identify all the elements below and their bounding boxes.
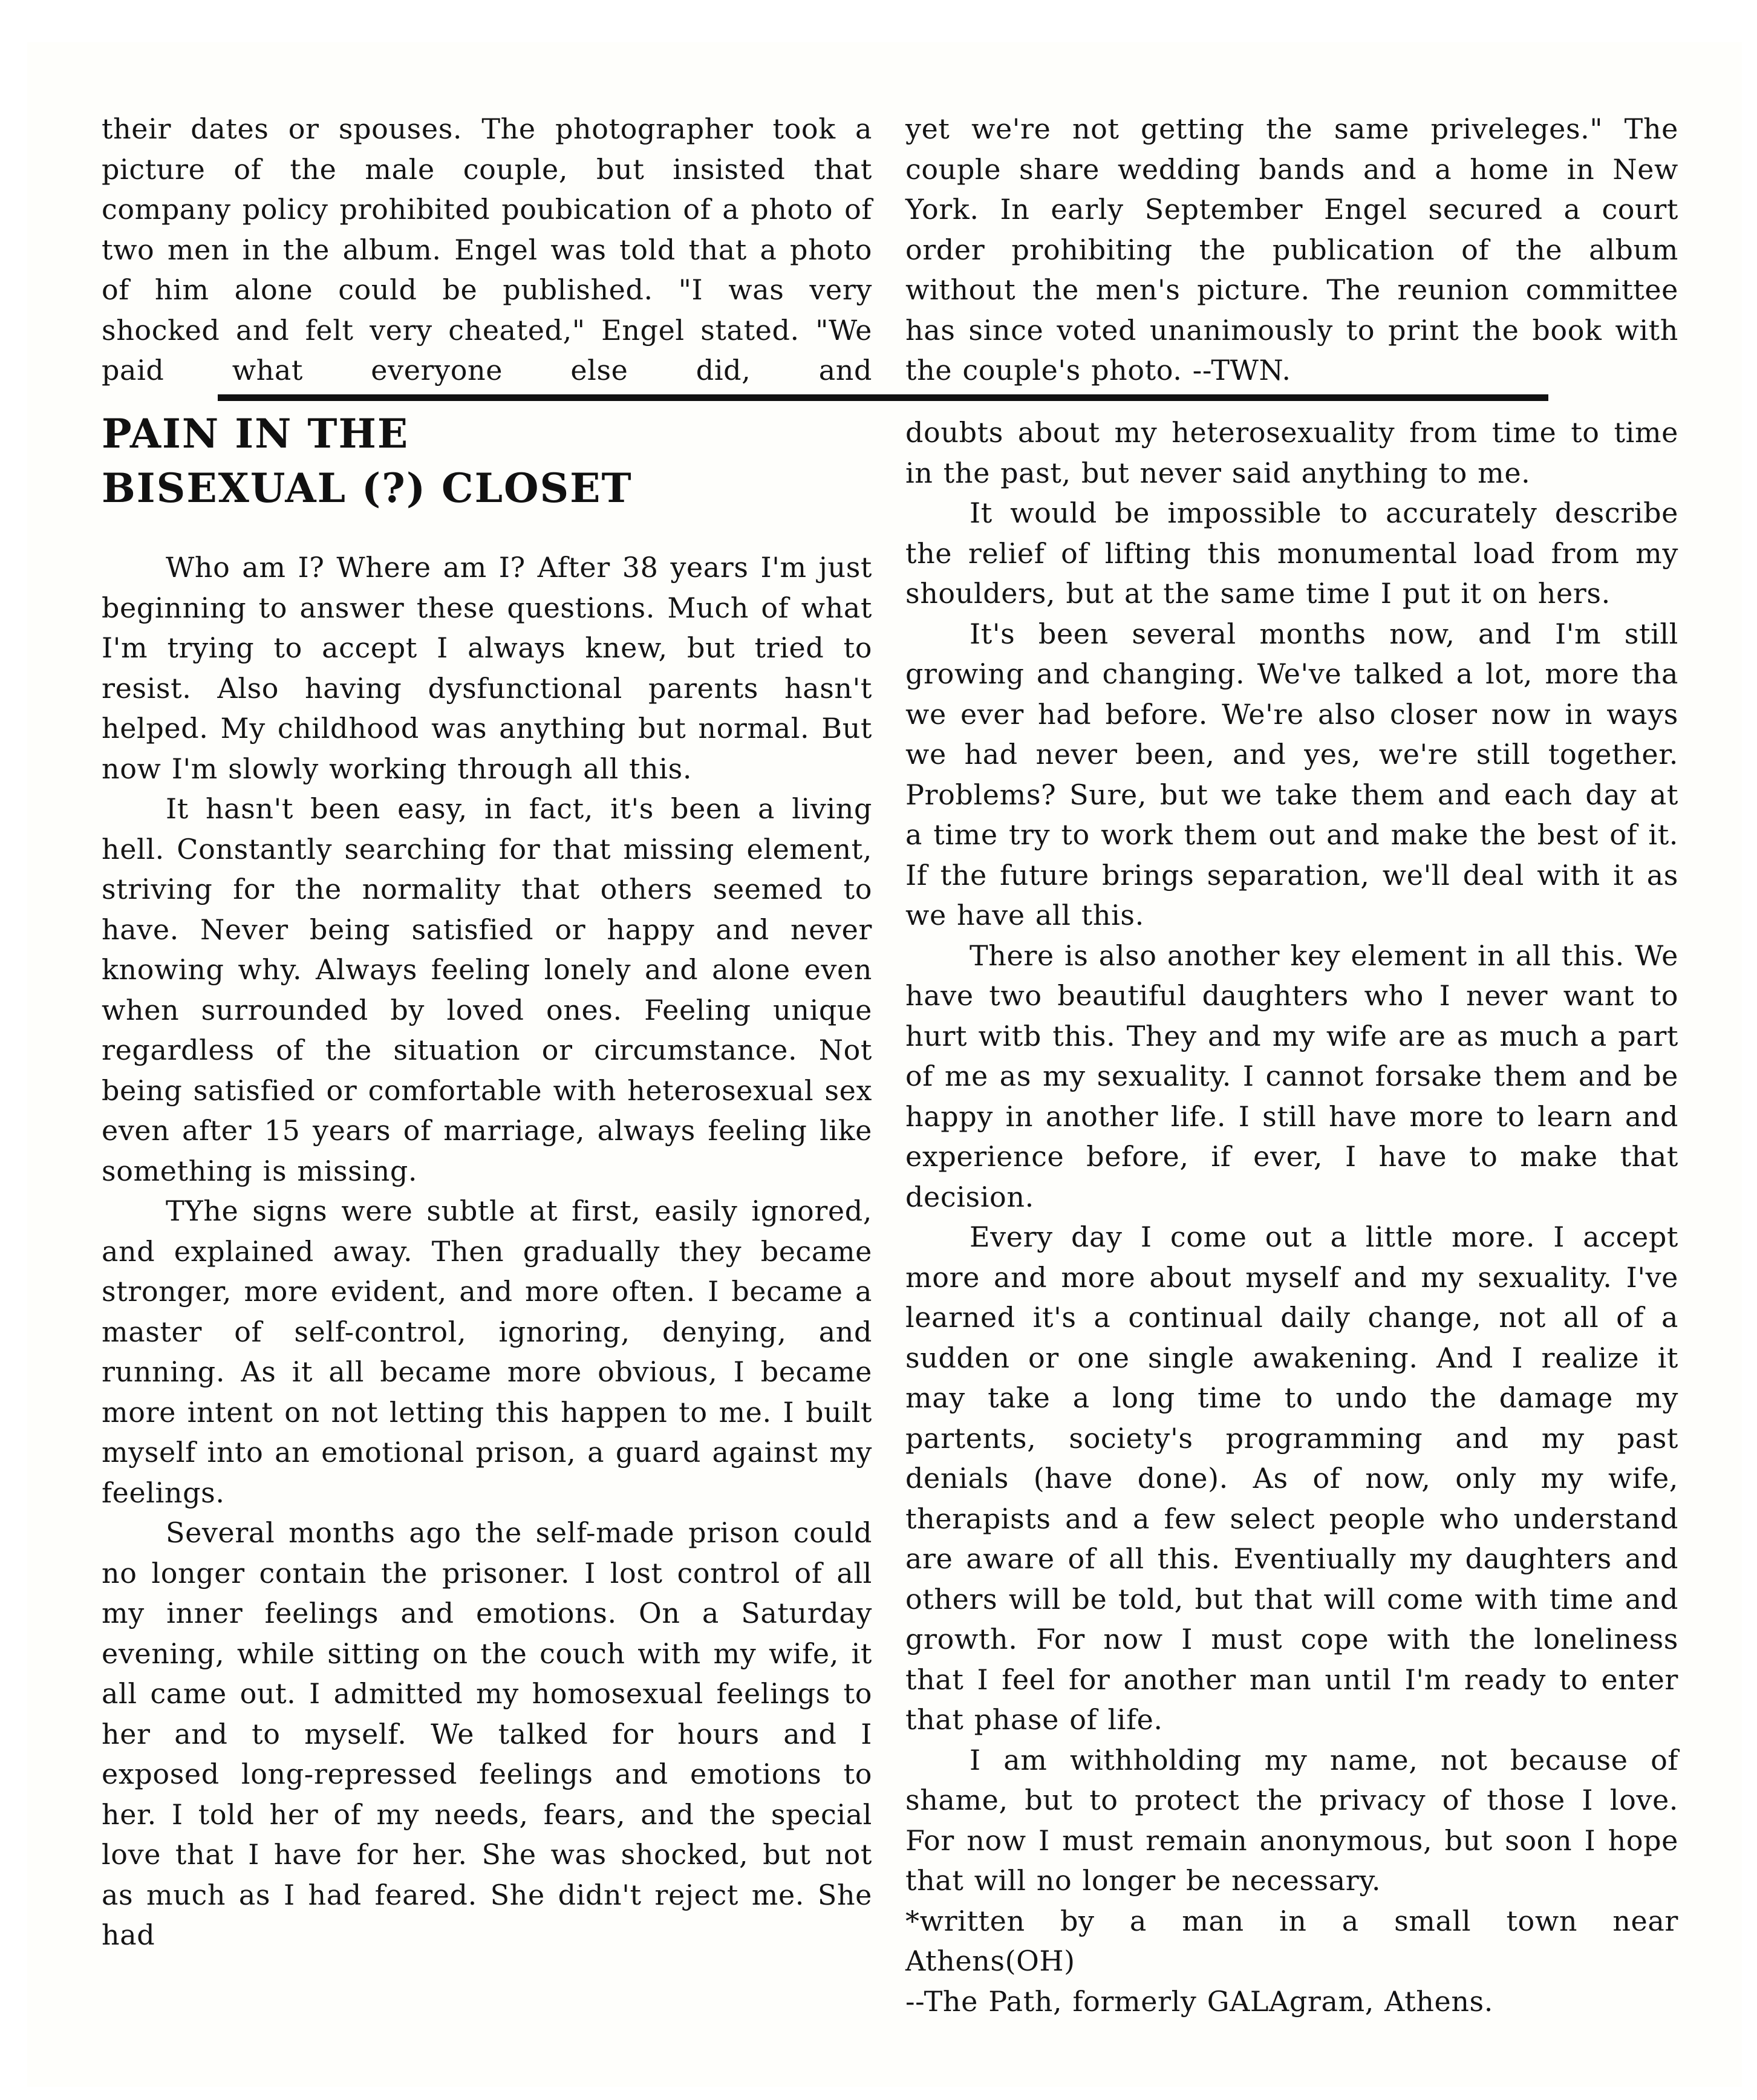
headline-line-1: PAIN IN THE — [102, 410, 409, 457]
article-left-column — [102, 547, 872, 1955]
headline-line-2: BISEXUAL (?) CLOSET — [102, 465, 633, 512]
previous-story-right-column — [905, 109, 1678, 391]
previous-story-text-left: their dates or spouses. The photographer took a picture of the male couple, but insisted that company policy prohibited poubication of a photo of two men in the album. Engel was told that a photo of him alone could be published. "I was very shocked and felt very cheated," Engel stated. "We paid what everyone else did, and — [102, 112, 872, 386]
article-paragraph: Who am I? Where am I? After 38 years I'm just beginning to answer these questions. Much of what I'm trying to accept I always knew, but tried to resist. Also having dysfunctional parents hasn't helped. My childhood was anything but normal. But now I'm slowly working through all this. — [102, 551, 872, 785]
source-credit: --The Path, formerly GALAgram, Athens. — [905, 1984, 1493, 2018]
previous-story-text-right: yet we're not getting the same priveleges." The couple share wedding bands and a home in New York. In early September Engel secured a court order prohibiting the publication of the album without the men's picture. The reunion committee has since voted unanimously to print the book with the couple's photo. --TWN. — [905, 112, 1678, 386]
article-paragraph: It hasn't been easy, in fact, it's been a living hell. Constantly searching for that missing element, striving for the normality that others seemed to have. Never being satisfied or happy and never knowing why. Always feeling lonely and alone even when surrounded by loved ones. Feeling unique regardless of the situation or circumstance. Not being satisfied or comfortable with heterosexual sex even after 15 years of marriage, always feeling like something is missing. — [102, 792, 872, 1187]
article-paragraph: There is also another key element in all this. We have two beautiful daughters who I never want to hurt witb this. They and my wife are as much a part of me as my sexuality. I cannot forsake them and be happy in another life. I still have more to learn and experience before, if ever, I have to make that decision. — [905, 939, 1678, 1213]
article-paragraph: Every day I come out a little more. I accept more and more about myself and my sexuality. I've learned it's a continual daily change, not all of a sudden or one single awakening. And I realize it may take a long time to undo the damage my partents, society's programming and my past denials (have done). As of now, only my wife, therapists and a few select people who understand are aware of all this. Eventiually my daughters and others will be told, but that will come with time and growth. For now I must cope with the loneliness that I feel for another man until I'm ready to enter that phase of life. — [905, 1221, 1678, 1736]
previous-story-left-column — [102, 109, 872, 391]
article-paragraph: I am withholding my name, not because of shame, but to protect the privacy of those I love. For now I must remain anonymous, but soon I hope that will no longer be necessary. — [905, 1743, 1678, 1897]
article-paragraph: TYhe signs were subtle at first, easily ignored, and explained away. Then gradually they became stronger, more evident, and more often. I became a master of self-control, ignoring, denying, and running. As it all became more obvious, I became more intent on not letting this happen to me. I built myself into an emotional prison, a guard against my feelings. — [102, 1195, 872, 1509]
section-divider-rule — [218, 394, 1548, 401]
article-right-column — [905, 412, 1678, 2021]
article-headline — [102, 406, 872, 515]
author-note: *written by a man in a small town near — [905, 1904, 1678, 1937]
article-paragraph: It's been several months now, and I'm still growing and changing. We've talked a lot, more tha we ever had before. We're also closer now in ways we had never been, and yes, we're still together. Problems? Sure, but we take them and each day at a time try to work them out and make the best of it. If the future brings separation, we'll deal with it as we have all this. — [905, 617, 1678, 931]
author-note-location: Athens(OH) — [905, 1945, 1075, 1977]
article-paragraph: doubts about my heterosexuality from time to time in the past, but never said anything to me. — [905, 416, 1678, 489]
article-paragraph: It would be impossible to accurately describe the relief of lifting this monumental load from my shoulders, but at the same time I put it on hers. — [905, 497, 1678, 610]
article-paragraph: Several months ago the self-made prison could no longer contain the prisoner. I lost control of all my inner feelings and emotions. On a Saturday evening, while sitting on the couch with my wife, it all came out. I admitted my homosexual feelings to her and to myself. We talked for hours and I exposed long-repressed feelings and emotions to her. I told her of my needs, fears, and the special love that I have for her. She was shocked, but not as much as I had feared. She didn't reject me. She had — [102, 1516, 872, 1951]
